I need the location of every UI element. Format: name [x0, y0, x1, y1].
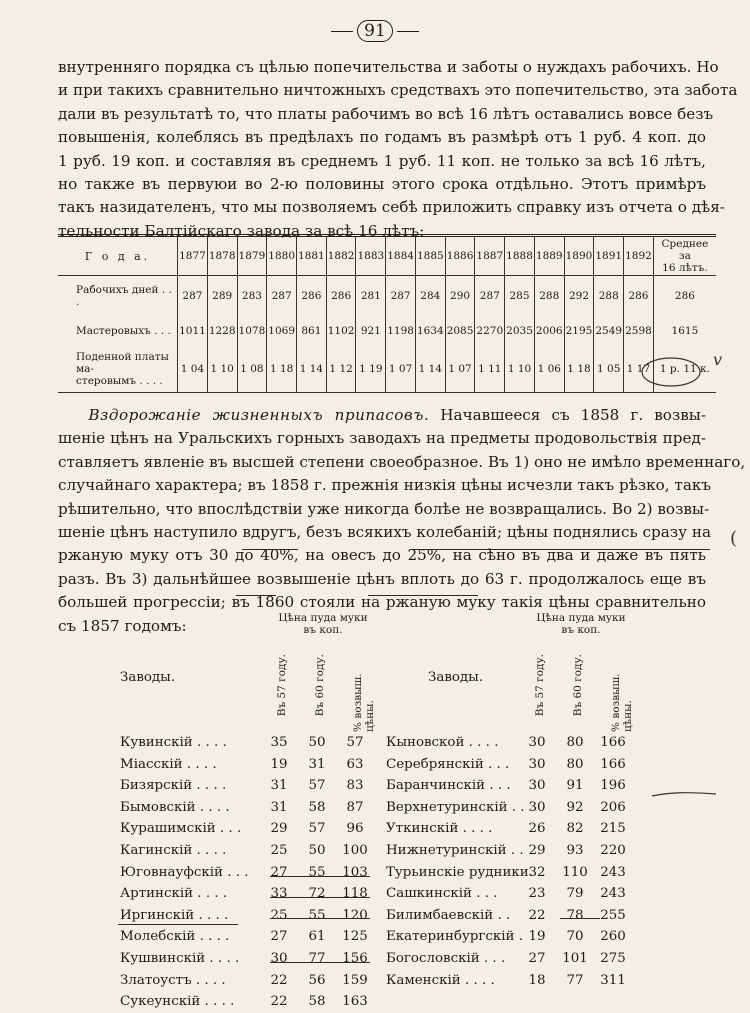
- stats-cell: 2270: [475, 316, 505, 346]
- pencil-margin-bracket: (: [730, 528, 738, 549]
- year-header: 1885: [415, 236, 445, 276]
- price-y57: 25: [270, 907, 288, 923]
- average-header-line: Среднее: [661, 238, 709, 250]
- price-y57: 26: [528, 821, 546, 837]
- price-row: [120, 775, 380, 797]
- price-y57: 30: [528, 756, 546, 772]
- price-pct: 311: [600, 972, 626, 988]
- stats-cell: 861: [297, 316, 327, 346]
- column-label-text: Въ 60 году.: [572, 654, 584, 717]
- price-y57: 18: [528, 972, 546, 988]
- pencil-underline-row: [270, 962, 370, 963]
- price-pct: 96: [346, 821, 364, 837]
- column-label: [526, 654, 562, 732]
- price-y57: 23: [528, 886, 546, 902]
- price-pct: 166: [600, 735, 626, 750]
- text-line: ржаную муку отъ 30 до 40%, на овесъ до 25%, на сѣно въ два и даже въ пять: [58, 546, 706, 565]
- year-header: 1881: [297, 236, 327, 276]
- price-y60: 50: [308, 735, 326, 750]
- average-header-line: за: [678, 250, 691, 262]
- price-row: [120, 991, 380, 1013]
- price-row: [120, 797, 380, 819]
- price-pct: 255: [600, 907, 626, 923]
- price-y60: 57: [308, 821, 326, 837]
- price-y57: 22: [270, 972, 288, 988]
- price-pct: 83: [346, 778, 364, 794]
- year-header: 1892: [624, 236, 654, 276]
- price-y60: 101: [562, 950, 588, 966]
- factory-name: Иргинскій . . . .: [120, 907, 229, 923]
- price-row: [386, 905, 676, 927]
- year-header: 1889: [534, 236, 564, 276]
- text-line-rest: Начавшееся съ 1858 г. возвы-: [440, 406, 706, 424]
- stats-cell: 1 14: [297, 346, 327, 393]
- stats-cell: 288: [594, 276, 624, 317]
- price-row: [386, 732, 676, 754]
- price-table-left: [120, 612, 380, 1013]
- year-header: 1878: [207, 236, 237, 276]
- stats-avg-cell: 1615: [653, 316, 716, 346]
- stats-cell: 289: [207, 276, 237, 317]
- stats-cell: 1 12: [326, 346, 356, 393]
- price-row: [120, 926, 380, 948]
- price-caption-line: въ коп.: [303, 624, 343, 636]
- pencil-circle-avg: [640, 356, 702, 388]
- stats-cell: 2035: [505, 316, 535, 346]
- price-y60: 93: [566, 842, 584, 858]
- price-pct: 206: [600, 799, 626, 815]
- price-y57: 19: [528, 929, 546, 945]
- factory-name: Екатеринбургскій .: [386, 929, 523, 945]
- price-y60: 58: [308, 799, 326, 815]
- factory-name: Богословскій . . .: [386, 950, 506, 966]
- factories-label: Заводы.: [120, 670, 176, 685]
- price-pct: 156: [342, 950, 368, 966]
- price-row: [120, 840, 380, 862]
- year-header: 1890: [564, 236, 594, 276]
- price-pct: 159: [342, 972, 368, 988]
- price-caption: [260, 612, 386, 636]
- factory-name: Турьинскіе рудники.: [386, 864, 533, 880]
- price-pct: 57: [346, 735, 364, 750]
- column-label: [564, 654, 600, 732]
- row-label-line: стеровымъ . . . .: [76, 375, 163, 387]
- factory-name: Сукеунскій . . . .: [120, 994, 235, 1010]
- price-table-header: [120, 612, 380, 732]
- stats-cell: 2549: [594, 316, 624, 346]
- stats-cell: 1634: [415, 316, 445, 346]
- price-pct: 220: [600, 842, 626, 858]
- column-label: [268, 654, 304, 732]
- column-label: [344, 654, 380, 732]
- year-header: 1882: [326, 236, 356, 276]
- column-label: [602, 654, 638, 732]
- price-y60: 31: [308, 756, 326, 772]
- stats-row: [58, 346, 716, 393]
- stats-cell: 1 04: [178, 346, 208, 393]
- price-row: [386, 775, 676, 797]
- price-pct: 260: [600, 929, 626, 945]
- text-line: внутренняго порядка съ цѣлью попечительства и заботы о нуждахъ рабочихъ. Но: [58, 58, 719, 76]
- year-header: 1880: [267, 236, 297, 276]
- price-y57: 31: [270, 799, 288, 815]
- stats-cell: 292: [564, 276, 594, 317]
- price-row: [386, 797, 676, 819]
- stats-cell: 1 10: [207, 346, 237, 393]
- price-pct: 120: [342, 907, 368, 923]
- average-header: [653, 236, 716, 276]
- price-y57: 22: [528, 907, 546, 923]
- price-row: [386, 883, 676, 905]
- stats-cell: 1 17: [624, 346, 654, 393]
- column-label-text: Въ 57 году.: [534, 654, 546, 717]
- price-y60: 77: [566, 972, 584, 988]
- price-pct: 215: [600, 821, 626, 837]
- price-row: [386, 948, 676, 970]
- year-header: 1879: [237, 236, 267, 276]
- price-pct: 100: [342, 842, 368, 858]
- text-line: случайнаго характера; въ 1858 г. прежнія низкія цѣны исчезли такъ рѣзко, такъ: [58, 476, 712, 495]
- price-pct: 275: [600, 950, 626, 966]
- price-y60: 91: [566, 778, 584, 794]
- stats-cell: 286: [326, 276, 356, 317]
- stats-cell: 1 07: [386, 346, 416, 393]
- price-pct: 63: [346, 756, 364, 772]
- stats-cell: 1 19: [356, 346, 386, 393]
- stats-cell: 2085: [445, 316, 475, 346]
- stats-cell: 288: [534, 276, 564, 317]
- price-rise-paragraph: [58, 404, 746, 638]
- price-y57: 19: [270, 756, 288, 772]
- pencil-underline-row: [270, 876, 370, 877]
- year-header: 1877: [178, 236, 208, 276]
- factory-name: Молебскій . . . .: [120, 929, 230, 945]
- price-row: [120, 970, 380, 992]
- stats-cell: 1011: [178, 316, 208, 346]
- page-number: [0, 20, 750, 42]
- stats-cell: 1 10: [505, 346, 535, 393]
- price-y57: 25: [270, 842, 288, 858]
- baltic-plant-stats-table: [58, 234, 716, 393]
- year-header: 1886: [445, 236, 475, 276]
- year-header: 1883: [356, 236, 386, 276]
- row-label-line: Поденной платы ма-: [76, 351, 169, 375]
- price-row: [386, 926, 676, 948]
- price-y60: 80: [566, 735, 584, 750]
- stats-cell: 1 05: [594, 346, 624, 393]
- stats-cell: 1 06: [534, 346, 564, 393]
- column-label-text: Въ 60 году.: [314, 654, 326, 717]
- factory-name: Бизярскій . . . .: [120, 778, 227, 794]
- factory-name: Нижнетуринскій . .: [386, 842, 524, 858]
- price-caption-line: Цѣна пуда муки: [536, 612, 626, 624]
- price-y60: 55: [308, 864, 326, 880]
- stats-cell: 287: [386, 276, 416, 317]
- price-y57: 30: [270, 950, 288, 966]
- stats-cell: 1 08: [237, 346, 267, 393]
- price-y60: 92: [566, 799, 584, 815]
- column-label-text: % возвыш. цѣны.: [610, 673, 634, 732]
- stats-row: [58, 316, 716, 346]
- factory-name: Кагинскій . . . .: [120, 842, 227, 858]
- stats-cell: 2598: [624, 316, 654, 346]
- price-row: [386, 818, 676, 840]
- page-number-value: 91: [357, 20, 393, 42]
- factory-name: Кушвинскій . . . .: [120, 950, 240, 966]
- factory-name: Уткинскій . . . .: [386, 821, 493, 837]
- price-y57: 27: [528, 950, 546, 966]
- intro-paragraph: [58, 56, 738, 243]
- stats-cell: 283: [237, 276, 267, 317]
- average-header-line: 16 лѣтъ.: [662, 262, 708, 274]
- text-line: дали въ результатѣ то, что платы рабочимъ во всѣ 16 лѣтъ оставались вовсе безъ: [58, 104, 714, 123]
- price-y60: 57: [308, 778, 326, 794]
- price-y57: 22: [270, 994, 288, 1010]
- stats-cell: 2006: [534, 316, 564, 346]
- section-title: Вздорожаніе жизненныхъ припасовъ.: [88, 406, 430, 424]
- price-y60: 55: [308, 907, 326, 923]
- stats-avg-cell: 1 р. 11 к.: [653, 346, 716, 393]
- stats-cell: 285: [505, 276, 535, 317]
- price-row: [120, 948, 380, 970]
- price-y57: 30: [528, 778, 546, 794]
- price-y60: 61: [308, 929, 326, 945]
- pencil-check-mark: v: [713, 350, 723, 369]
- factory-name: Юговнауфскій . . .: [120, 864, 249, 880]
- price-y57: 31: [270, 778, 288, 794]
- price-y57: 27: [270, 864, 288, 880]
- price-pct: 243: [600, 864, 626, 880]
- stats-cell: 287: [475, 276, 505, 317]
- text-line: повышенія, колеблясь въ предѣлахъ по годамъ въ размѣрѣ отъ 1 руб. 4 коп. до: [58, 128, 706, 147]
- price-row: [120, 754, 380, 776]
- price-y60: 82: [566, 821, 584, 837]
- stats-cell: 2195: [564, 316, 594, 346]
- text-line: но также въ первуюи во 2-ю половины этого срока отдѣльно. Этотъ примѣръ: [58, 175, 706, 194]
- price-caption-line: Цѣна пуда муки: [278, 612, 368, 624]
- stats-cell: 286: [297, 276, 327, 317]
- pencil-underline-40pct: [242, 549, 298, 550]
- text-line: большей прогрессіи; въ 1860 стояли на ржаную муку такія цѣны сравнительно: [58, 593, 706, 612]
- text-line: рѣшительно, что впослѣдствіи уже никогда болѣе не возвращались. Во 2) возвы-: [58, 499, 710, 518]
- price-y60: 70: [566, 929, 584, 945]
- stats-cell: 287: [178, 276, 208, 317]
- factory-name: Каменскій . . . .: [386, 972, 495, 988]
- price-y60: 77: [308, 950, 326, 966]
- price-pct: 163: [342, 994, 368, 1010]
- text-line: шеніе цѣнъ наступило вдругъ, безъ всякихъ колебаній; цѣны поднялись сразу на: [58, 523, 712, 542]
- price-caption-line: въ коп.: [561, 624, 601, 636]
- price-y57: 30: [528, 735, 546, 750]
- stats-cell: 286: [624, 276, 654, 317]
- text-line: съ 1857 годомъ:: [58, 616, 187, 635]
- pencil-underline-ekat: [560, 918, 600, 919]
- pencil-strike-kushva: [118, 924, 238, 925]
- row-label: Рабочихъ дней . . .: [76, 284, 172, 308]
- years-header: Г о д а.: [58, 236, 178, 276]
- factory-name: Артинскій . . . .: [120, 886, 228, 902]
- price-pct: 125: [342, 929, 368, 945]
- factory-name: Курашимскій . . .: [120, 821, 242, 837]
- stats-cell: 1078: [237, 316, 267, 346]
- year-header: 1884: [386, 236, 416, 276]
- stats-cell: 1 18: [564, 346, 594, 393]
- text-line: ставляетъ явленіе въ высшей степени своеобразное. Въ 1) оно не имѣло временнаго,: [58, 452, 746, 471]
- text-line: такъ назидателенъ, что мы позволяемъ себѣ приложить справку изъ отчета о дѣя-: [58, 198, 725, 217]
- column-label-text: Въ 57 году.: [276, 654, 288, 717]
- price-y60: 110: [562, 864, 588, 880]
- stats-cell: 281: [356, 276, 386, 317]
- text-line: шеніе цѣнъ на Уральскихъ горныхъ заводахъ на предметы продовольствія пред-: [58, 429, 706, 448]
- row-label: [58, 346, 178, 393]
- price-y60: 78: [566, 907, 584, 923]
- pencil-underline-1860: [236, 595, 276, 596]
- price-row: [120, 732, 380, 754]
- text-line: и при такихъ сравнительно ничтожныхъ средствахъ это попечительство, эта забота: [58, 81, 738, 100]
- factory-name: Билимбаевскій . .: [386, 907, 511, 923]
- price-pct: 87: [346, 799, 364, 815]
- stats-avg-cell: 286: [653, 276, 716, 317]
- stats-cell: 287: [267, 276, 297, 317]
- year-header: 1887: [475, 236, 505, 276]
- text-line: разъ. Въ 3) дальнѣйшее возвышеніе цѣнъ вплоть до 63 г. продолжалось еще въ: [58, 569, 706, 588]
- year-header: 1891: [594, 236, 624, 276]
- column-label-text: % возвыш. цѣны.: [352, 673, 376, 732]
- factory-name: Кувинскій . . . .: [120, 735, 227, 750]
- factory-name: Міасскій . . . .: [120, 756, 217, 772]
- price-row: [120, 883, 380, 905]
- row-label: Мастеровыхъ . . .: [76, 325, 171, 337]
- pencil-underline-row: [270, 897, 370, 898]
- stats-cell: 1102: [326, 316, 356, 346]
- stats-cell: 1069: [267, 316, 297, 346]
- price-pct: 103: [342, 864, 368, 880]
- factories-label: Заводы.: [428, 670, 484, 685]
- price-pct: 196: [600, 778, 626, 794]
- price-y57: 33: [270, 886, 288, 902]
- stats-cell: 1198: [386, 316, 416, 346]
- stats-cell: 1 14: [415, 346, 445, 393]
- pencil-arrow: [650, 786, 720, 806]
- stats-cell: 1 07: [445, 346, 475, 393]
- price-y57: 27: [270, 929, 288, 945]
- price-row: [386, 862, 676, 884]
- factory-name: Кыновской . . . .: [386, 735, 499, 750]
- pencil-underline-flour: [368, 595, 478, 596]
- price-y60: 79: [566, 886, 584, 902]
- factory-name: Бымовскій . . . .: [120, 799, 230, 815]
- factory-name: Сашкинскій . . .: [386, 886, 498, 902]
- price-y57: 32: [528, 864, 546, 880]
- text-line: тельности Балтійскаго завода за всѣ 16 лѣтъ:: [58, 221, 425, 240]
- factory-name: Златоустъ . . . .: [120, 972, 226, 988]
- year-header: 1888: [505, 236, 535, 276]
- price-row: [386, 840, 676, 862]
- stats-cell: 290: [445, 276, 475, 317]
- stats-cell: 1 18: [267, 346, 297, 393]
- price-table-right: [386, 612, 676, 991]
- column-label: [306, 654, 342, 732]
- price-caption: [518, 612, 644, 636]
- price-pct: 243: [600, 886, 626, 902]
- text-line: [58, 404, 706, 427]
- price-pct: 118: [342, 886, 368, 902]
- stats-cell: 921: [356, 316, 386, 346]
- price-row: [386, 970, 676, 992]
- price-row: [120, 818, 380, 840]
- stats-cell: 1228: [207, 316, 237, 346]
- price-row: [386, 754, 676, 776]
- price-y60: 50: [308, 842, 326, 858]
- factory-name: Баранчинскій . . .: [386, 778, 511, 794]
- stats-cell: 1 11: [475, 346, 505, 393]
- price-row: [120, 862, 380, 884]
- price-y57: 35: [270, 735, 288, 750]
- stats-row: [58, 276, 716, 317]
- price-table-header: [386, 612, 676, 732]
- price-y60: 72: [308, 886, 326, 902]
- factory-name: Верхнетуринскій . .: [386, 799, 525, 815]
- pencil-underline-grain: [410, 549, 710, 550]
- price-y60: 56: [308, 972, 326, 988]
- stats-cell: 284: [415, 276, 445, 317]
- price-y57: 29: [270, 821, 288, 837]
- price-y60: 80: [566, 756, 584, 772]
- pencil-underline-row: [270, 918, 370, 919]
- price-y57: 29: [528, 842, 546, 858]
- price-pct: 166: [600, 756, 626, 772]
- price-y57: 30: [528, 799, 546, 815]
- factory-name: Серебрянскій . . .: [386, 756, 510, 772]
- text-line: 1 руб. 19 коп. и составляя въ среднемъ 1 руб. 11 коп. не только за всѣ 16 лѣтъ,: [58, 151, 706, 170]
- price-y60: 58: [308, 994, 326, 1010]
